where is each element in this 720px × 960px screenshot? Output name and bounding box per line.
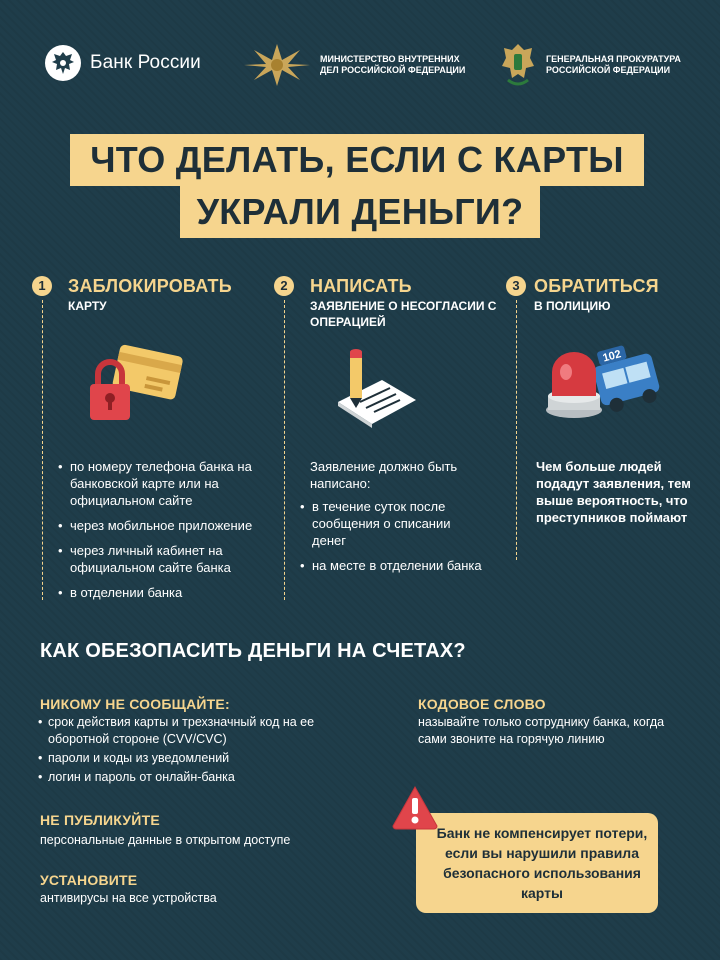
step-1-number: 1 — [32, 276, 52, 296]
mvd-logo — [242, 42, 480, 88]
no-share-title: НИКОМУ НЕ СООБЩАЙТЕ: — [40, 696, 230, 712]
header-logos — [0, 44, 720, 94]
double-eagle-icon — [44, 44, 82, 82]
step-2-number: 2 — [274, 276, 294, 296]
gp-logo — [498, 40, 706, 90]
list-item: • по номеру телефона банка на банковской карте или на официальном сайте — [58, 458, 258, 509]
page-title-line-2: УКРАЛИ ДЕНЬГИ? — [180, 186, 540, 238]
no-share-list — [38, 714, 338, 788]
cbr-name: Банк России — [90, 52, 201, 73]
list-item: • пароли и коды из уведомлений — [38, 750, 338, 767]
codeword-title: КОДОВОЕ СЛОВО — [418, 696, 546, 712]
no-publish-text: персональные данные в открытом доступе — [40, 833, 291, 847]
step-2-intro: Заявление должно быть написано: — [310, 459, 458, 491]
list-item: • через личный кабинет на официальном сайте банка — [58, 542, 258, 576]
install-title: УСТАНОВИТЕ — [40, 872, 138, 888]
step-3-number: 3 — [506, 276, 526, 296]
step-1-divider — [42, 300, 43, 600]
step-3-title: ОБРАТИТЬСЯ — [534, 276, 659, 296]
warning-triangle-icon — [390, 784, 440, 830]
step-2-subtitle: ЗАЯВЛЕНИЕ О НЕСОГЛАСИИ С ОПЕРАЦИЕЙ — [310, 299, 497, 329]
list-item: • срок действия карты и трехзначный код на ее оборотной стороне (CVV/CVC) — [38, 714, 338, 748]
step-1-subtitle: КАРТУ — [68, 299, 107, 313]
section-title: КАК ОБЕЗОПАСИТЬ ДЕНЬГИ НА СЧЕТАХ? — [40, 640, 466, 662]
list-item: • в отделении банка — [58, 584, 258, 601]
police-siren-car-icon — [544, 338, 664, 424]
warning-box — [416, 813, 658, 913]
list-item: • через мобильное приложение — [58, 517, 258, 534]
gp-name: ГЕНЕРАЛЬНАЯ ПРОКУРАТУРА РОССИЙСКОЙ ФЕДЕРАЦИИ — [546, 54, 681, 75]
prosecutor-emblem-icon — [498, 40, 538, 90]
step-3-divider — [516, 300, 517, 560]
codeword-text: называйте только сотруднику банка, когда сами звоните на горячую линию — [418, 715, 665, 746]
install-text: антивирусы на все устройства — [40, 891, 217, 905]
police-car-number: 102 — [601, 348, 623, 365]
step-2-divider — [284, 300, 285, 600]
page-title-line-1: ЧТО ДЕЛАТЬ, ЕСЛИ С КАРТЫ — [70, 134, 644, 186]
mvd-name: МИНИСТЕРСТВО ВНУТРЕННИХ ДЕЛ РОССИЙСКОЙ ФЕДЕРАЦИИ — [320, 54, 466, 75]
mvd-star-icon — [242, 42, 312, 88]
locked-card-icon — [86, 340, 186, 430]
step-1-bullet-list — [58, 458, 258, 609]
cbr-logo — [44, 44, 201, 82]
step-3-text: Чем больше людей подадут заявления, тем выше вероятность, что преступников поймают — [536, 459, 691, 525]
list-item: • логин и пароль от онлайн-банка — [38, 769, 338, 786]
warning-text: Банк не компенсирует потери, если вы нарушили правила безопасного использования карты — [436, 825, 648, 901]
step-3-subtitle: В ПОЛИЦИЮ — [534, 299, 611, 313]
list-item: • на месте в отделении банка — [300, 557, 486, 574]
step-1-title: ЗАБЛОКИРОВАТЬ — [68, 276, 232, 296]
list-item: • в течение суток после сообщения о списании денег — [300, 498, 486, 549]
pen-document-icon — [330, 340, 420, 430]
step-2-title: НАПИСАТЬ — [310, 276, 412, 296]
no-publish-title: НЕ ПУБЛИКУЙТЕ — [40, 812, 160, 828]
step-2-bullet-list — [300, 498, 486, 582]
